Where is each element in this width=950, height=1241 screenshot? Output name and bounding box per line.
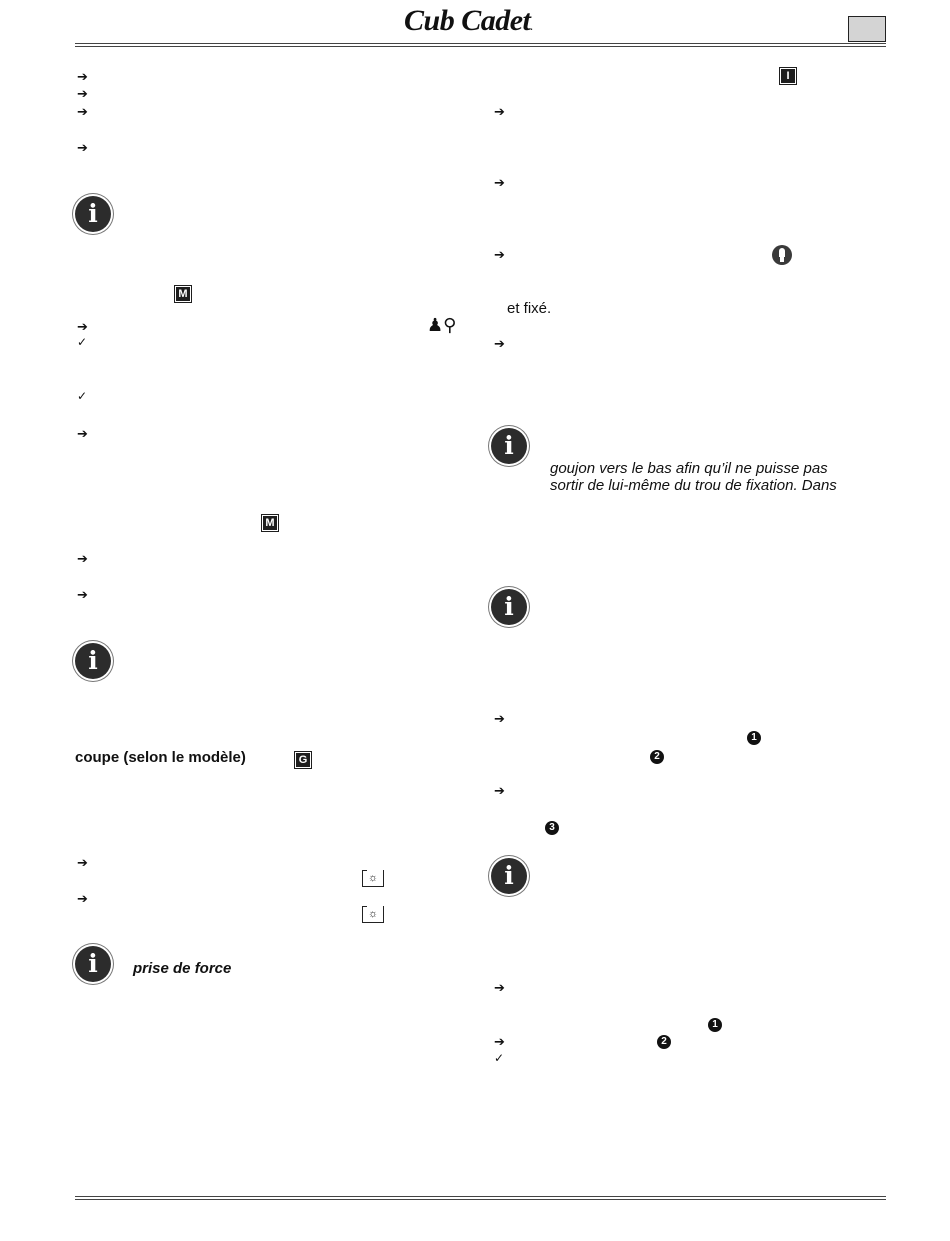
header-rule bbox=[75, 43, 886, 44]
callout-number: 3 bbox=[545, 821, 559, 835]
arrow-icon: ➔ bbox=[77, 427, 88, 442]
note-text-line: goujon vers le bas afin qu’il ne puisse pas bbox=[550, 460, 828, 477]
arrow-icon: ➔ bbox=[494, 1035, 505, 1050]
footer-rule-thin bbox=[75, 1199, 886, 1200]
note-text: prise de force bbox=[133, 960, 232, 977]
arrow-icon: ➔ bbox=[494, 712, 505, 727]
info-icon: i bbox=[491, 589, 527, 625]
header-rule-thin bbox=[75, 46, 886, 47]
arrow-icon: ➔ bbox=[494, 337, 505, 352]
arrow-icon: ➔ bbox=[494, 784, 505, 799]
brand-logo: Cub Cadet. bbox=[404, 4, 533, 37]
section-heading: coupe (selon le modèle) bbox=[75, 749, 246, 766]
pto-icon: ☼ bbox=[362, 870, 384, 887]
info-icon: i bbox=[75, 196, 111, 232]
footer-rule bbox=[75, 1196, 886, 1197]
check-icon: ✓ bbox=[494, 1051, 505, 1065]
callout-number: 1 bbox=[747, 731, 761, 745]
arrow-icon: ➔ bbox=[77, 892, 88, 907]
callout-number: 2 bbox=[657, 1035, 671, 1049]
arrow-icon: ➔ bbox=[77, 588, 88, 603]
info-icon: i bbox=[491, 858, 527, 894]
arrow-icon: ➔ bbox=[494, 981, 505, 996]
arrow-icon: ➔ bbox=[77, 320, 88, 335]
note-text-line: sortir de lui-même du trou de fixation. Dans bbox=[550, 477, 837, 494]
arrow-icon: ➔ bbox=[77, 552, 88, 567]
body-text: et fixé. bbox=[507, 300, 552, 317]
arrow-icon: ➔ bbox=[77, 141, 88, 156]
arrow-icon: ➔ bbox=[494, 248, 505, 263]
pto-icon: ☼ bbox=[362, 906, 384, 923]
callout-number: 2 bbox=[650, 750, 664, 764]
arrow-icon: ➔ bbox=[77, 70, 88, 85]
safety-lock-icon: ♟⚲ bbox=[427, 315, 457, 335]
arrow-icon: ➔ bbox=[77, 105, 88, 120]
info-icon: i bbox=[75, 946, 111, 982]
arrow-icon: ➔ bbox=[77, 856, 88, 871]
figure-badge-i: I bbox=[780, 68, 796, 84]
check-icon: ✓ bbox=[77, 335, 88, 349]
wrench-icon bbox=[772, 245, 792, 265]
figure-badge-g: G bbox=[295, 752, 311, 768]
arrow-icon: ➔ bbox=[494, 176, 505, 191]
figure-badge-m: M bbox=[175, 286, 191, 302]
info-icon: i bbox=[75, 643, 111, 679]
callout-number: 1 bbox=[708, 1018, 722, 1032]
figure-badge-m: M bbox=[262, 515, 278, 531]
arrow-icon: ➔ bbox=[494, 105, 505, 120]
info-icon: i bbox=[491, 428, 527, 464]
arrow-icon: ➔ bbox=[77, 87, 88, 102]
check-icon: ✓ bbox=[77, 389, 88, 403]
page-number-box bbox=[848, 16, 886, 42]
